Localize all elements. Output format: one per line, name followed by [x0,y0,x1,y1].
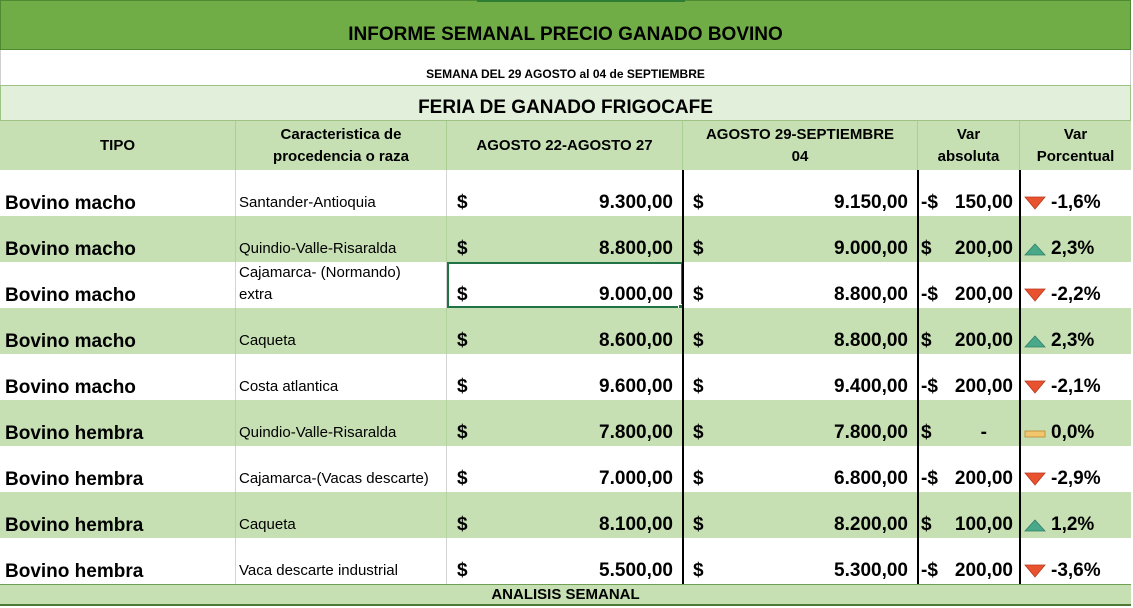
caracteristica-line2: Caqueta [239,332,296,349]
var-porcentual-value: -2,1% [1051,376,1101,397]
cell-precio-actual[interactable] [683,262,918,308]
cell-caracteristica[interactable] [236,538,447,584]
cell-precio-anterior[interactable] [447,262,683,308]
precio-anterior-value: 8.600,00 [599,330,673,351]
header-var-porcentual[interactable] [1020,121,1131,170]
cell-precio-actual[interactable] [683,308,918,354]
var-absoluta-sign: $ [921,514,932,535]
table-row [0,400,1131,446]
precio-actual-value: 6.800,00 [834,468,908,489]
cell-precio-anterior[interactable] [447,216,683,262]
tipo-text: Bovino hembra [5,423,144,444]
cell-caracteristica[interactable] [236,262,447,308]
up-triangle-icon [1024,333,1046,349]
cell-var-porcentual[interactable] [1020,170,1131,216]
cell-var-absoluta[interactable] [918,354,1020,400]
precio-actual-value: 9.400,00 [834,376,908,397]
table-row [0,354,1131,400]
header-prev-week[interactable] [447,121,683,170]
down-triangle-icon [1024,379,1046,395]
cell-tipo[interactable] [0,170,236,216]
table-row [0,262,1131,308]
caracteristica-line2: Santander-Antioquia [239,194,376,211]
cell-caracteristica[interactable] [236,308,447,354]
currency-symbol: $ [693,514,704,535]
caracteristica-line2: Caqueta [239,516,296,533]
table-row [0,492,1131,538]
cell-precio-actual[interactable] [683,216,918,262]
tipo-text: Bovino macho [5,239,136,260]
var-absoluta-sign: -$ [921,468,938,489]
currency-symbol: $ [457,330,468,351]
var-porcentual-value: 0,0% [1051,422,1095,443]
cell-var-absoluta[interactable] [918,308,1020,354]
down-triangle-icon [1024,195,1046,211]
currency-symbol: $ [457,376,468,397]
currency-symbol: $ [457,514,468,535]
caracteristica-line2: Costa atlantica [239,378,339,395]
cell-var-absoluta[interactable] [918,216,1020,262]
precio-actual-value: 5.300,00 [834,560,908,581]
caracteristica-line2: Vaca descarte industrial [239,562,398,579]
cell-tipo[interactable] [0,446,236,492]
var-porcentual-value: -3,6% [1051,560,1101,581]
precio-anterior-value: 9.600,00 [599,376,673,397]
cell-caracteristica[interactable] [236,216,447,262]
currency-symbol: $ [457,192,468,213]
currency-symbol: $ [693,468,704,489]
up-triangle-icon [1024,241,1046,257]
cell-precio-anterior[interactable] [447,354,683,400]
var-absoluta-value: 200,00 [954,468,1013,489]
cell-tipo[interactable] [0,354,236,400]
cell-precio-actual[interactable] [683,492,918,538]
var-absoluta-sign: $ [921,330,932,351]
caracteristica-line2: Quindio-Valle-Risaralda [239,424,397,441]
column-divider [682,170,684,584]
flat-bar-icon [1024,425,1046,441]
currency-symbol: $ [457,238,468,259]
down-triangle-icon [1024,471,1046,487]
cell-var-porcentual[interactable] [1020,492,1131,538]
tipo-text: Bovino hembra [5,469,144,490]
cell-precio-anterior[interactable] [447,400,683,446]
header-curr-week-line1: AGOSTO 29-SEPTIEMBRE [705,125,895,143]
header-var-porcentual-line2: Porcentual [1036,147,1115,165]
var-absoluta-value: 100,00 [954,514,1013,535]
header-tipo[interactable] [0,121,236,170]
precio-anterior-value: 5.500,00 [599,560,673,581]
cell-precio-actual[interactable] [683,354,918,400]
var-absoluta-sign: $ [921,238,932,259]
precio-anterior-value: 9.300,00 [599,192,673,213]
cell-precio-anterior[interactable] [447,308,683,354]
currency-symbol: $ [457,284,468,305]
cell-var-absoluta[interactable] [918,262,1020,308]
cell-precio-anterior[interactable] [447,170,683,216]
cell-var-porcentual[interactable] [1020,216,1131,262]
tipo-text: Bovino hembra [5,561,144,582]
cell-tipo[interactable] [0,216,236,262]
precio-anterior-value: 7.000,00 [599,468,673,489]
down-triangle-icon [1024,563,1046,579]
var-absoluta-value: - [980,422,987,443]
header-prev-week-label: AGOSTO 22-AGOSTO 27 [476,136,653,154]
caracteristica-line1: Cajamarca- (Normando) [239,264,401,281]
cell-var-porcentual[interactable] [1020,400,1131,446]
cell-precio-anterior[interactable] [447,492,683,538]
var-absoluta-value: 200,00 [954,284,1013,305]
report-week[interactable]: SEMANA DEL 29 AGOSTO al 04 de SEPTIEMBRE [0,50,1131,85]
var-absoluta-value: 200,00 [954,330,1013,351]
var-absoluta-value: 200,00 [954,560,1013,581]
analisis-semanal-header[interactable]: ANALISIS SEMANAL [0,584,1131,606]
header-var-porcentual-label [1037,124,1115,168]
table-row [0,538,1131,584]
header-caracteristica-label [273,124,409,168]
cell-tipo[interactable] [0,492,236,538]
currency-symbol: $ [693,284,704,305]
currency-symbol: $ [457,422,468,443]
cell-var-absoluta[interactable] [918,538,1020,584]
currency-symbol: $ [693,330,704,351]
header-caracteristica[interactable] [236,121,447,170]
cell-var-porcentual[interactable] [1020,354,1131,400]
tipo-text: Bovino macho [5,193,136,214]
var-absoluta-value: 150,00 [954,192,1013,213]
caracteristica-text [239,560,398,582]
caracteristica-text [239,330,296,352]
up-triangle-icon [1024,517,1046,533]
caracteristica-text [239,262,401,306]
cell-precio-actual[interactable] [683,170,918,216]
currency-symbol: $ [457,560,468,581]
column-divider [917,170,919,584]
var-porcentual-value: 2,3% [1051,238,1095,259]
title-accent-line [477,0,685,2]
table-row [0,308,1131,354]
column-divider [1019,170,1021,584]
cell-tipo[interactable] [0,400,236,446]
cell-var-absoluta[interactable] [918,446,1020,492]
caracteristica-text [239,238,396,260]
var-absoluta-sign: -$ [921,284,938,305]
header-var-absoluta-label [938,124,1000,168]
precio-anterior-value: 7.800,00 [599,422,673,443]
var-porcentual-value: -2,2% [1051,284,1101,305]
var-absoluta-sign: -$ [921,376,938,397]
down-triangle-icon [1024,287,1046,303]
table-header [0,121,1131,170]
report-feria[interactable]: FERIA DE GANADO FRIGOCAFE [0,85,1131,121]
var-absoluta-value: 200,00 [954,238,1013,259]
precio-actual-value: 8.200,00 [834,514,908,535]
currency-symbol: $ [457,468,468,489]
cell-var-absoluta[interactable] [918,492,1020,538]
caracteristica-text [239,422,396,444]
cell-caracteristica[interactable] [236,400,447,446]
cell-caracteristica[interactable] [236,170,447,216]
currency-symbol: $ [693,376,704,397]
var-porcentual-value: -2,9% [1051,468,1101,489]
cell-var-porcentual[interactable] [1020,308,1131,354]
cell-precio-actual[interactable] [683,400,918,446]
precio-actual-value: 8.800,00 [834,284,908,305]
caracteristica-text [239,468,429,490]
currency-symbol: $ [693,238,704,259]
precio-anterior-value: 8.100,00 [599,514,673,535]
tipo-text: Bovino macho [5,285,136,306]
header-tipo-label: TIPO [99,136,135,154]
cell-precio-anterior[interactable] [447,538,683,584]
cell-tipo[interactable] [0,538,236,584]
var-absoluta-sign: -$ [921,560,938,581]
cell-var-absoluta[interactable] [918,400,1020,446]
var-porcentual-value: 2,3% [1051,330,1095,351]
var-porcentual-value: -1,6% [1051,192,1101,213]
tipo-text: Bovino macho [5,377,136,398]
header-var-porcentual-line1: Var [1063,125,1088,143]
cell-caracteristica[interactable] [236,492,447,538]
cell-tipo[interactable] [0,262,236,308]
caracteristica-text [239,376,338,398]
precio-actual-value: 9.000,00 [834,238,908,259]
cell-precio-actual[interactable] [683,446,918,492]
cell-var-porcentual[interactable] [1020,262,1131,308]
tipo-text: Bovino macho [5,331,136,352]
var-porcentual-value: 1,2% [1051,514,1095,535]
caracteristica-line2: Cajamarca-(Vacas descarte) [239,470,429,487]
table-row [0,170,1131,216]
precio-anterior-value: 9.000,00 [599,284,673,305]
header-var-absoluta[interactable] [918,121,1020,170]
var-absoluta-sign: $ [921,422,932,443]
cell-caracteristica[interactable] [236,446,447,492]
var-absoluta-value: 200,00 [954,376,1013,397]
caracteristica-text [239,192,376,214]
header-curr-week[interactable] [683,121,918,170]
cell-var-absoluta[interactable] [918,170,1020,216]
header-caracteristica-line1: Caracteristica de [280,125,402,143]
cell-var-porcentual[interactable] [1020,446,1131,492]
cell-precio-anterior[interactable] [447,446,683,492]
tipo-text: Bovino hembra [5,515,144,536]
precio-actual-value: 7.800,00 [834,422,908,443]
var-absoluta-sign: -$ [921,192,938,213]
cell-precio-actual[interactable] [683,538,918,584]
precio-actual-value: 9.150,00 [834,192,908,213]
precio-anterior-value: 8.800,00 [599,238,673,259]
caracteristica-text [239,514,296,536]
caracteristica-line2: Quindio-Valle-Risaralda [239,240,397,257]
table-row [0,446,1131,492]
header-caracteristica-line2: procedencia o raza [273,147,409,165]
cell-caracteristica[interactable] [236,354,447,400]
currency-symbol: $ [693,560,704,581]
header-curr-week-line2: 04 [791,147,809,165]
caracteristica-line2: extra [239,286,273,303]
report-title[interactable]: INFORME SEMANAL PRECIO GANADO BOVINO [0,0,1131,50]
cell-var-porcentual[interactable] [1020,538,1131,584]
table-row [0,216,1131,262]
header-curr-week-label [706,124,894,168]
cell-tipo[interactable] [0,308,236,354]
currency-symbol: $ [693,192,704,213]
precio-actual-value: 8.800,00 [834,330,908,351]
header-var-absoluta-line2: absoluta [937,147,1000,165]
currency-symbol: $ [693,422,704,443]
header-var-absoluta-line1: Var [956,125,981,143]
